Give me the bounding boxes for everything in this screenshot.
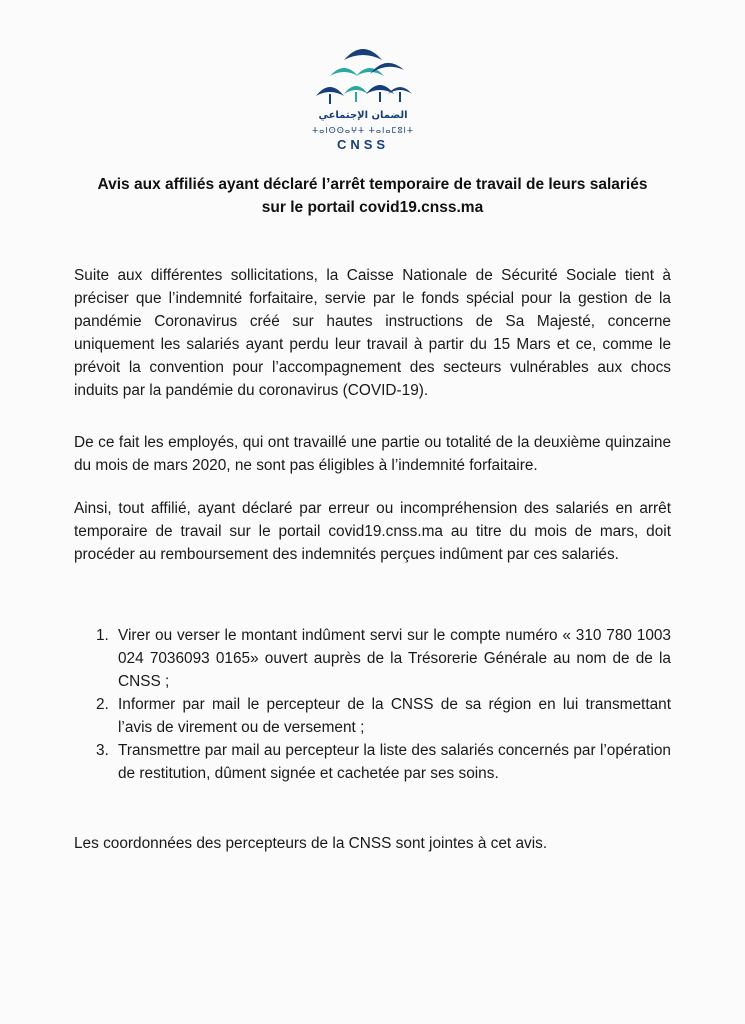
list-item xyxy=(74,739,671,785)
list-item-number: 2. xyxy=(96,696,109,713)
paragraph-intro: Suite aux différentes sollicitations, la Caisse Nationale de Sécurité Sociale tient à préciser que l’indemnité forfaitaire, servie par le fonds spécial pour la gestion de la pandémie Coronavirus créé sur hautes instructions de Sa Majesté, concerne uniquement les salariés ayant perdu leur travail à partir du 15 Mars et ce, comme le prévoit la convention pour l’accompagnement des secteurs vulnérables aux chocs induits par la pandémie du coronavirus (COVID-19). xyxy=(74,267,671,399)
logo-arabic-text: الضمان الإجتماعي xyxy=(318,110,408,121)
list-item-text: Informer par mail le percepteur de la CNSS de sa région en lui transmettant l’avis de virement ou de versement ; xyxy=(118,696,671,736)
list-item-text: Transmettre par mail au percepteur la liste des salariés concernés par l’opération de restitution, dûment signée et cachetée par ses soins. xyxy=(118,742,671,782)
list-item-text: Virer ou verser le montant indûment servi sur le compte numéro « 310 780 1003 024 7036093 0165» ouvert auprès de la Trésorerie Générale au nom de de la CNSS ; xyxy=(118,627,671,690)
list-item-number: 3. xyxy=(96,742,109,759)
cnss-logo xyxy=(308,40,418,152)
logo-tifinagh-text: ⵜⴰⵏⵙⵙⴰⵖⵜ ⵜⴰⵏⴰⵎⵓⵏⵜ xyxy=(311,126,415,135)
title-line-2: sur le portail covid19.cnss.ma xyxy=(261,199,484,216)
list-item xyxy=(74,624,671,693)
paragraph-eligibility: De ce fait les employés, qui ont travaillé une partie ou totalité de la deuxième quinzaine du mois de mars 2020, ne sont pas éligibles à l’indemnité forfaitaire. xyxy=(74,434,671,474)
title-line-1: Avis aux affiliés ayant déclaré l’arrêt temporaire de travail de leurs salariés xyxy=(97,176,648,193)
closing-note: Les coordonnées des percepteurs de la CNSS sont jointes à cet avis. xyxy=(74,835,548,852)
notice-title xyxy=(60,173,685,219)
cnss-emblem-icon xyxy=(308,40,418,110)
paragraph-refund: Ainsi, tout affilié, ayant déclaré par erreur ou incompréhension des salariés en arrêt temporaire de travail sur le portail covid19.cnss.ma au titre du mois de mars, doit procéder au remboursement des indemnités perçues indûment par ces salariés. xyxy=(74,500,671,563)
logo-cnss-text: CNSS xyxy=(336,137,390,152)
list-item xyxy=(74,693,671,739)
steps-list xyxy=(74,624,671,785)
list-item-number: 1. xyxy=(96,627,109,644)
